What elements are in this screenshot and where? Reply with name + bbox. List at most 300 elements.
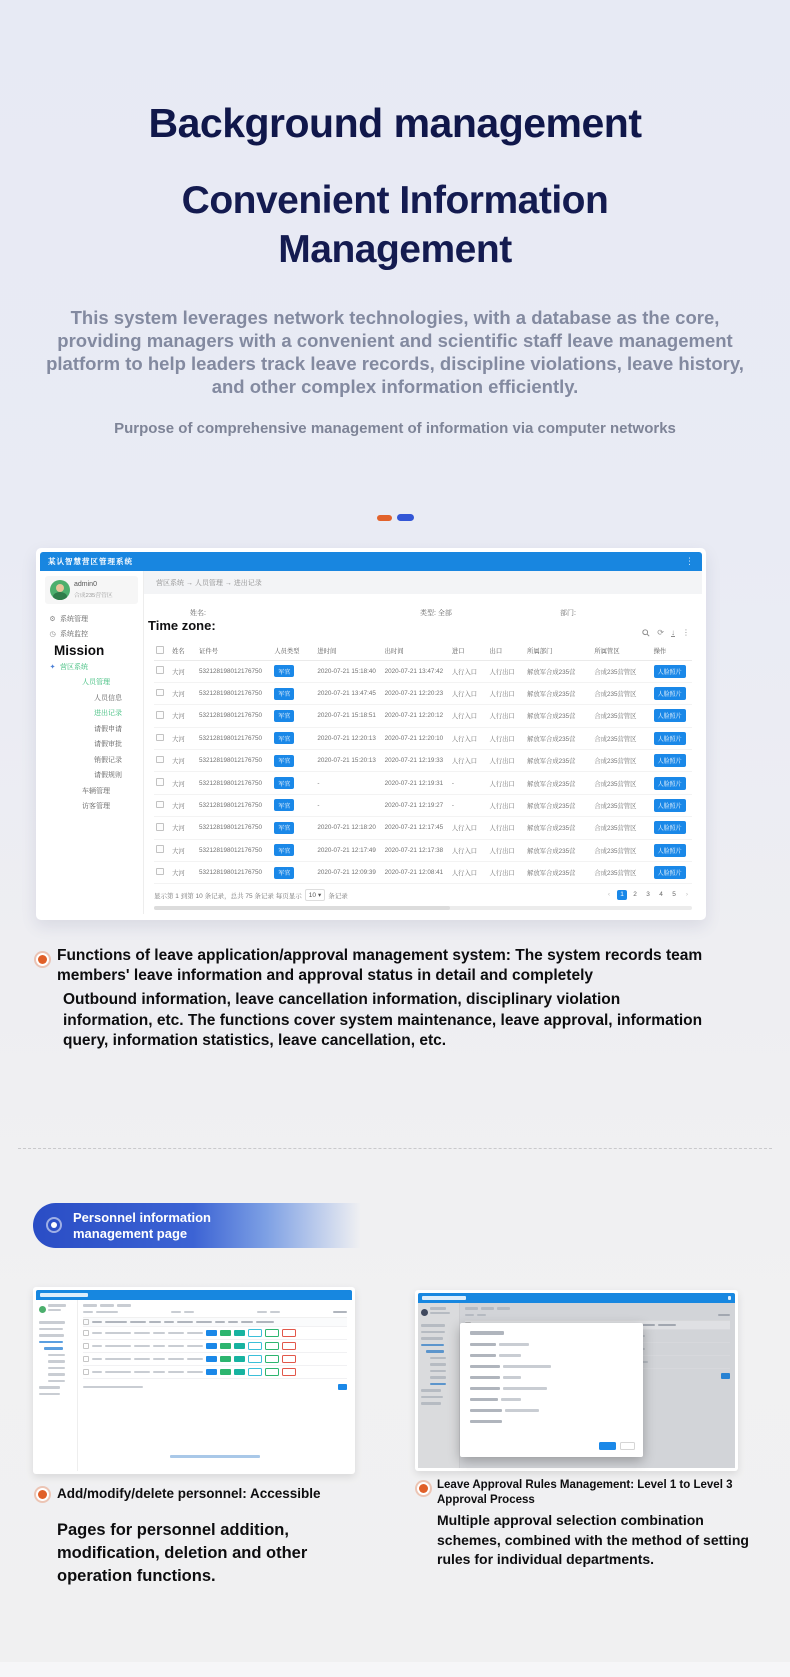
row-checkbox[interactable] [156, 823, 164, 831]
table-row [154, 705, 692, 727]
mini-modal-title [470, 1331, 633, 1335]
bottom-right-body: Multiple approval selection combination schemes, combined with the method of setting rules for individual departments. [437, 1512, 749, 1567]
sidebar-item-icon: ✦ [49, 663, 56, 671]
refresh-icon[interactable]: ⟳ [657, 628, 664, 637]
pager [604, 890, 692, 900]
blurred-text-bar [100, 1304, 114, 1307]
mini-edit-button[interactable] [265, 1355, 279, 1363]
row-checkbox[interactable] [156, 845, 164, 853]
cell-exit-gate: 人行出口 [488, 861, 526, 883]
user-name: admin0 [74, 581, 97, 588]
blurred-label-bar [470, 1420, 502, 1423]
mini-body [36, 1300, 352, 1471]
blurred-label-bar [470, 1376, 500, 1379]
blurred-text-bar [153, 1371, 165, 1374]
filter-type-label[interactable]: 类型: 全部 [420, 610, 452, 617]
cell-entry-time: 2020-07-21 12:09:39 [315, 861, 382, 883]
row-checkbox[interactable] [156, 756, 164, 764]
cell-entry-time: 2020-07-21 12:20:13 [315, 727, 382, 749]
table-row [154, 682, 692, 704]
cell-entry-gate: 人行入口 [450, 727, 488, 749]
cell-department: 解放军合成235营 [525, 794, 592, 816]
blue-dash [397, 514, 414, 521]
person-type-badge: 军官 [274, 799, 294, 811]
blurred-text-bar [92, 1345, 102, 1348]
blurred-text-bar [256, 1321, 274, 1324]
cell-name: 大河 [170, 861, 197, 883]
blurred-value-bar [501, 1398, 521, 1401]
blurred-text-bar [187, 1358, 203, 1361]
hero-purpose-line: Purpose of comprehensive management of information via computer networks [114, 420, 676, 437]
cell-name: 大河 [170, 750, 197, 772]
person-type-badge: 军官 [274, 755, 294, 767]
face-photo-button[interactable]: 人脸照片 [654, 821, 686, 834]
blurred-text-bar [257, 1311, 267, 1314]
mini-detail-button[interactable] [248, 1329, 262, 1337]
table-row [154, 839, 692, 861]
page-size-value: 10 [308, 891, 316, 899]
sidebar-item[interactable] [40, 627, 143, 643]
mini-status-badge [234, 1330, 245, 1336]
page-number-button[interactable]: 1 [617, 890, 627, 900]
cell-area: 合成235营管区 [592, 750, 651, 772]
blurred-text-bar [83, 1304, 97, 1307]
cell-exit-gate: 人行出口 [488, 727, 526, 749]
cell-area: 合成235营管区 [592, 660, 651, 682]
admin-header-bar [40, 552, 702, 571]
content-panel [144, 594, 702, 914]
user-card [45, 576, 138, 604]
person-type-badge: 军官 [274, 732, 294, 744]
mini-table-row [83, 1353, 347, 1366]
blurred-menu-item [48, 1373, 65, 1376]
blurred-menu-item [39, 1321, 65, 1324]
bottom-left-body: Pages for personnel addition, modification, deletion and other operation functions. [57, 1521, 308, 1585]
sidebar-item[interactable] [40, 768, 143, 784]
mini-header-bar [418, 1293, 735, 1303]
blurred-menu-item [48, 1354, 65, 1357]
admin-body [40, 571, 702, 914]
sidebar-item-label: 进出记录 [94, 710, 122, 718]
blurred-label-bar [470, 1387, 500, 1390]
cell-area: 合成235营管区 [592, 817, 651, 839]
face-photo-button[interactable]: 人脸照片 [654, 866, 686, 879]
row-checkbox[interactable] [156, 734, 164, 742]
row-checkbox[interactable] [156, 868, 164, 876]
table-row [154, 861, 692, 883]
row-checkbox[interactable] [156, 801, 164, 809]
table-column-header: 出口 [488, 642, 526, 660]
mini-status-badge [206, 1356, 217, 1362]
blurred-text-bar [48, 1304, 66, 1307]
mini-modal-footer [599, 1442, 635, 1450]
search-icon[interactable] [642, 629, 650, 637]
cell-area: 合成235营管区 [592, 727, 651, 749]
blurred-text-bar [134, 1371, 150, 1374]
blurred-text-bar [134, 1345, 150, 1348]
blurred-text-bar [168, 1358, 184, 1361]
download-icon[interactable]: ↓ [671, 627, 675, 637]
cell-exit-time: 2020-07-21 12:19:27 [383, 794, 450, 816]
mini-pagination [83, 1384, 347, 1390]
page-number-button[interactable]: 5 [672, 891, 676, 899]
blurred-text-bar [187, 1332, 203, 1335]
scrollbar-thumb[interactable] [154, 906, 450, 910]
cell-exit-gate: 人行出口 [488, 750, 526, 772]
blurred-label-bar [470, 1343, 496, 1346]
sidebar-item-label: 人员管理 [82, 679, 110, 687]
face-photo-button[interactable]: 人脸照片 [654, 844, 686, 857]
blurred-text-bar [149, 1321, 161, 1324]
blurred-text-bar [164, 1321, 174, 1324]
admin-app-title: 某认智慧营区管理系统 [48, 557, 133, 566]
table-column-header: 操作 [652, 642, 692, 660]
blurred-title-bar [422, 1296, 466, 1300]
face-photo-button[interactable]: 人脸照片 [654, 732, 686, 745]
sidebar-item[interactable] [40, 690, 143, 706]
row-checkbox[interactable] [156, 711, 164, 719]
blurred-value-bar [503, 1376, 521, 1379]
feature-bullet [38, 946, 744, 986]
cell-entry-time: 2020-07-21 15:20:13 [315, 750, 382, 772]
table-column-header: 进口 [450, 642, 488, 660]
sidebar-item-label: 系统监控 [60, 631, 88, 639]
mini-status-badge [220, 1369, 231, 1375]
bullet-dot-icon [38, 955, 47, 964]
cell-exit-gate: 人行出口 [488, 660, 526, 682]
columns-icon[interactable]: ⋮ [682, 628, 690, 637]
mini-delete-button[interactable] [282, 1355, 296, 1363]
feature-body: Outbound information, leave cancellation information, disciplinary violation information, etc. The functions cover system maintenance, leave approval, information query, information statistics, leave cancellation, etc. [63, 991, 703, 1049]
sidebar-item-label: 访客管理 [82, 803, 110, 811]
sidebar-item[interactable] [40, 611, 143, 627]
blurred-text-bar [105, 1371, 131, 1374]
sidebar-item[interactable] [40, 721, 143, 737]
cell-name: 大河 [170, 660, 197, 682]
blurred-text-bar [48, 1309, 61, 1312]
sidebar-item-icon: ⚙ [49, 615, 56, 623]
cell-exit-time: 2020-07-21 12:19:31 [383, 772, 450, 794]
blurred-text-bar [168, 1371, 184, 1374]
cell-entry-gate: 人行入口 [450, 705, 488, 727]
bullet-dot-icon [38, 1490, 47, 1499]
mini-cancel-button[interactable] [620, 1442, 635, 1450]
mini-delete-button[interactable] [282, 1329, 296, 1337]
mini-detail-button[interactable] [248, 1342, 262, 1350]
bottom-band [0, 1662, 790, 1677]
hero-description: This system leverages network technologies, with a database as the core, providing managers with a convenient and scientific staff leave management platform to help leaders track leave records, discipline violations, leave history, and other complex information efficiently. [46, 307, 744, 397]
mini-edit-button[interactable] [265, 1368, 279, 1376]
sidebar-item[interactable] [40, 783, 143, 799]
mini-checkbox [83, 1330, 89, 1336]
blurred-value-bar [505, 1409, 539, 1412]
dashed-divider [18, 1148, 772, 1149]
face-photo-button[interactable]: 人脸照片 [654, 687, 686, 700]
admin-main [144, 571, 702, 914]
blurred-value-bar [503, 1365, 551, 1368]
filter-bar [148, 602, 692, 642]
blurred-value-bar [499, 1354, 521, 1357]
accent-dashes [0, 514, 790, 521]
cell-entry-gate: 人行入口 [450, 682, 488, 704]
bottom-right-title: Leave Approval Rules Management: Level 1 to Level 3 Approval Process [437, 1479, 733, 1506]
blurred-label-bar [470, 1398, 498, 1401]
pagination-info: 显示第 1 到第 10 条记录，总共 75 条记录 每页显示 [154, 892, 302, 900]
blurred-text-bar [134, 1332, 150, 1335]
blurred-text-bar [153, 1332, 165, 1335]
chevron-down-icon: ▾ [317, 892, 322, 900]
face-photo-button[interactable]: 人脸照片 [654, 799, 686, 812]
cell-entry-time: 2020-07-21 13:47:45 [315, 682, 382, 704]
cell-id-number: 532128198012176750 [197, 861, 272, 883]
blurred-menu-item [48, 1367, 65, 1370]
person-type-badge: 军官 [274, 777, 294, 789]
breadcrumb[interactable]: 营区系统 → 人员管理 → 进出记录 [156, 580, 262, 587]
table-row [154, 794, 692, 816]
blurred-text-bar [153, 1358, 165, 1361]
mini-status-badge [220, 1356, 231, 1362]
sidebar-item[interactable] [40, 706, 143, 722]
face-photo-button[interactable]: 人脸照片 [654, 665, 686, 678]
cell-entry-time: 2020-07-21 15:18:40 [315, 660, 382, 682]
cell-entry-time: - [315, 772, 382, 794]
sidebar-item-label: 销假记录 [94, 756, 122, 764]
sidebar-item[interactable] [40, 675, 143, 691]
cell-area: 合成235营管区 [592, 839, 651, 861]
blurred-text-bar [92, 1358, 102, 1361]
table-body [154, 660, 692, 884]
mini-delete-button[interactable] [282, 1342, 296, 1350]
sidebar-item[interactable] [40, 659, 143, 675]
person-type-badge: 军官 [274, 844, 294, 856]
cell-exit-time: 2020-07-21 12:20:10 [383, 727, 450, 749]
cell-area: 合成235营管区 [592, 861, 651, 883]
sidebar-item[interactable] [40, 752, 143, 768]
filter-name-label: 姓名: [190, 610, 206, 617]
mini-checkbox [83, 1343, 89, 1349]
mini-filter-row [83, 1311, 347, 1314]
prev-page-button[interactable]: ‹ [607, 891, 611, 899]
cell-id-number: 532128198012176750 [197, 839, 272, 861]
blurred-menu-item [39, 1386, 60, 1389]
blurred-value-bar [503, 1387, 547, 1390]
select-all-checkbox[interactable] [156, 646, 164, 654]
mini-status-badge [234, 1356, 245, 1362]
cell-exit-gate: 人行出口 [488, 682, 526, 704]
mini-user [39, 1304, 74, 1315]
cell-entry-time: 2020-07-21 12:17:49 [315, 839, 382, 861]
cell-department: 解放军合成235营 [525, 705, 592, 727]
person-type-badge: 军官 [274, 688, 294, 700]
banner-line-2: management page [73, 1225, 188, 1241]
blurred-label-bar [470, 1365, 500, 1368]
cell-name: 大河 [170, 772, 197, 794]
blurred-text-bar [168, 1345, 184, 1348]
cell-department: 解放军合成235营 [525, 839, 592, 861]
table-row [154, 772, 692, 794]
mini-screenshot-approval-rules [415, 1290, 738, 1471]
sidebar-item-label: 系统管理 [60, 615, 88, 623]
mini-edit-button[interactable] [265, 1329, 279, 1337]
blurred-menu-item-active [39, 1341, 63, 1344]
blurred-text-bar [187, 1371, 203, 1374]
mini-screenshot-personnel [33, 1287, 355, 1474]
mini-status-badge [206, 1343, 217, 1349]
page-title: Background management [148, 100, 642, 146]
table-column-header: 所属部门 [525, 642, 592, 660]
page-size-select[interactable] [305, 889, 326, 901]
cell-name: 大河 [170, 794, 197, 816]
row-checkbox[interactable] [156, 666, 164, 674]
table-column-header: 证件号 [197, 642, 272, 660]
blurred-value-bar [499, 1343, 529, 1346]
blurred-text-bar [153, 1345, 165, 1348]
sidebar-item-label: 请假审批 [94, 741, 122, 749]
cell-exit-time: 2020-07-21 13:47:42 [383, 660, 450, 682]
blurred-text-bar [105, 1358, 131, 1361]
sidebar-item-label: 请假规则 [94, 772, 122, 780]
blurred-text-bar [92, 1332, 102, 1335]
blurred-text-bar [92, 1371, 102, 1374]
sidebar-item [40, 642, 143, 659]
mini-footer [78, 1448, 352, 1466]
mini-sidebar [36, 1300, 78, 1471]
blurred-menu-item [48, 1380, 65, 1383]
blurred-footer-text [170, 1455, 260, 1458]
cell-entry-time: - [315, 794, 382, 816]
mini-checkbox [83, 1369, 89, 1375]
table-column-header: 进时间 [315, 642, 382, 660]
cell-exit-time: 2020-07-21 12:08:41 [383, 861, 450, 883]
cell-exit-time: 2020-07-21 12:20:23 [383, 682, 450, 704]
kebab-menu-icon[interactable]: ⋮ [685, 556, 694, 566]
next-page-button[interactable]: › [685, 891, 689, 899]
sidebar-item[interactable] [40, 799, 143, 815]
blurred-label-bar [470, 1409, 502, 1412]
mini-header-bar [36, 1290, 352, 1300]
cell-area: 合成235营管区 [592, 682, 651, 704]
blurred-icon-group [333, 1311, 347, 1314]
cell-department: 解放军合成235营 [525, 861, 592, 883]
table-column-header: 人员类型 [272, 642, 315, 660]
face-photo-button[interactable]: 人脸照片 [654, 754, 686, 767]
table-column-header: 所属管区 [592, 642, 651, 660]
mini-table-row [83, 1340, 347, 1353]
mini-table-header [83, 1317, 347, 1327]
table-row [154, 660, 692, 682]
blurred-menu-item [39, 1393, 60, 1396]
blurred-text-bar [134, 1358, 150, 1361]
blurred-text-bar [187, 1345, 203, 1348]
cell-department: 解放军合成235营 [525, 772, 592, 794]
cell-name: 大河 [170, 817, 197, 839]
mini-confirm-button[interactable] [599, 1442, 616, 1450]
cell-department: 解放军合成235营 [525, 750, 592, 772]
page-subtitle-heading: Convenient Information Management [181, 179, 609, 271]
page-number-button[interactable]: 4 [659, 891, 663, 899]
sidebar-item-label: 营区系统 [60, 663, 88, 671]
cell-area: 合成235营管区 [592, 705, 651, 727]
table-header-row [154, 642, 692, 660]
cell-exit-gate: 人行出口 [488, 705, 526, 727]
mini-delete-button[interactable] [282, 1368, 296, 1376]
table-row [154, 817, 692, 839]
blurred-menu-item [39, 1334, 64, 1337]
mini-edit-button[interactable] [265, 1342, 279, 1350]
blurred-text-bar [83, 1311, 93, 1314]
blurred-text-bar [117, 1304, 131, 1307]
cell-entry-gate: - [450, 772, 488, 794]
blurred-text-bar [105, 1321, 127, 1324]
mini-table-row [83, 1366, 347, 1379]
bottom-left-title: Add/modify/delete personnel: Accessible [57, 1486, 321, 1501]
cell-exit-gate: 人行出口 [488, 794, 526, 816]
cell-id-number: 532128198012176750 [197, 750, 272, 772]
table-column-header: 出时间 [383, 642, 450, 660]
blurred-menu-item [48, 1360, 65, 1363]
cell-exit-time: 2020-07-21 12:17:38 [383, 839, 450, 861]
blurred-text-bar [196, 1321, 212, 1324]
mini-status-badge [234, 1343, 245, 1349]
blurred-text-bar [228, 1321, 238, 1324]
horizontal-scrollbar[interactable] [154, 906, 692, 910]
cell-exit-time: 2020-07-21 12:19:33 [383, 750, 450, 772]
page-number-button[interactable]: 2 [633, 891, 637, 899]
blurred-label-bar [470, 1354, 496, 1357]
cell-name: 大河 [170, 727, 197, 749]
cell-exit-gate: 人行出口 [488, 817, 526, 839]
blurred-text-bar [92, 1321, 102, 1324]
mini-checkbox [83, 1356, 89, 1362]
person-type-badge: 军官 [274, 710, 294, 722]
mini-status-badge [220, 1330, 231, 1336]
face-photo-button[interactable]: 人脸照片 [654, 709, 686, 722]
cell-entry-gate: 人行入口 [450, 750, 488, 772]
blurred-text-bar [270, 1311, 280, 1314]
cell-name: 大河 [170, 705, 197, 727]
banner-line-1: Personnel information [73, 1210, 211, 1225]
blurred-text-bar [83, 1386, 143, 1389]
sidebar-item-label: 车辆管理 [82, 787, 110, 795]
page-number-button[interactable]: 3 [646, 891, 650, 899]
row-checkbox[interactable] [156, 689, 164, 697]
table-row [154, 727, 692, 749]
mini-detail-button[interactable] [248, 1368, 262, 1376]
person-type-badge: 军官 [274, 867, 294, 879]
cell-entry-time: 2020-07-21 12:18:20 [315, 817, 382, 839]
mini-status-badge [234, 1369, 245, 1375]
blurred-text-bar [241, 1321, 253, 1324]
records-table [154, 642, 692, 884]
sidebar-item[interactable] [40, 737, 143, 753]
face-photo-button[interactable]: 人脸照片 [654, 777, 686, 790]
cell-exit-gate: 人行出口 [488, 839, 526, 861]
mini-breadcrumb [83, 1304, 347, 1307]
cell-id-number: 532128198012176750 [197, 727, 272, 749]
sidebar-item-label: 人员信息 [94, 694, 122, 702]
mini-detail-button[interactable] [248, 1355, 262, 1363]
sidebar-item-label: Mission [54, 643, 105, 658]
mini-kebab-icon [728, 1296, 731, 1300]
pagination-info-suffix: 条记录 [328, 892, 348, 900]
blurred-text-bar [105, 1332, 131, 1335]
row-checkbox[interactable] [156, 778, 164, 786]
mini-body [418, 1303, 735, 1468]
blurred-title-bar [40, 1293, 88, 1297]
blurred-text-bar [184, 1311, 194, 1314]
table-toolbar [642, 628, 690, 637]
cell-entry-time: 2020-07-21 15:18:51 [315, 705, 382, 727]
